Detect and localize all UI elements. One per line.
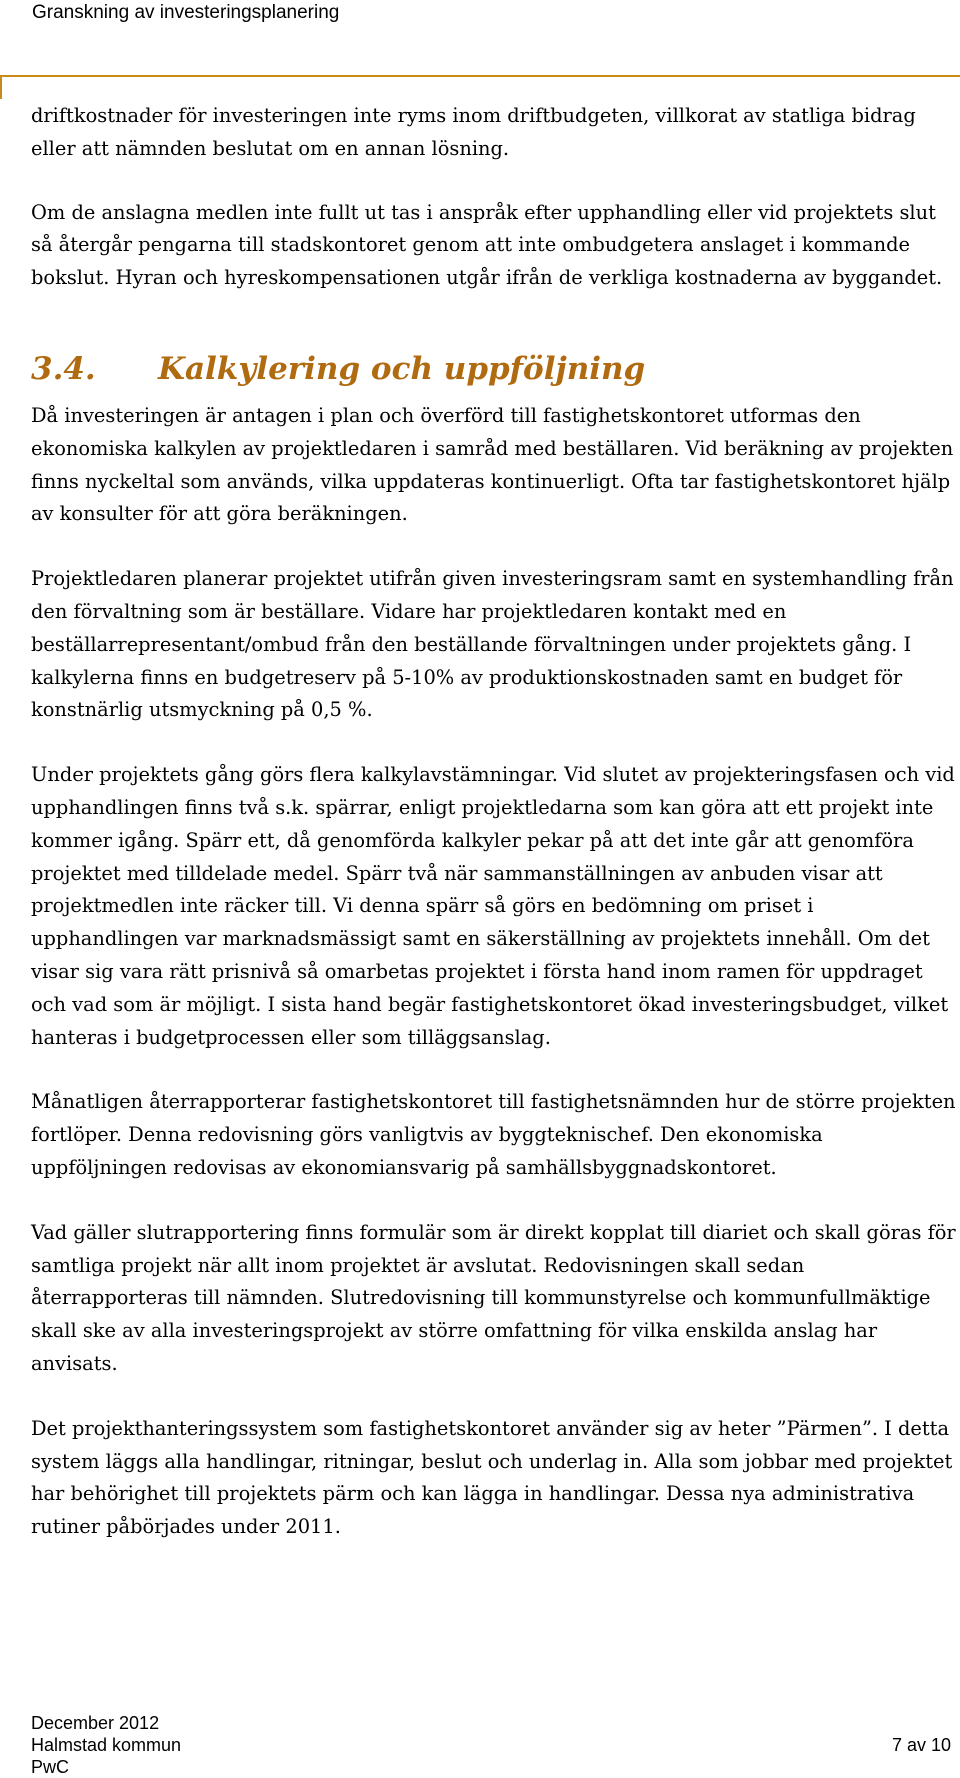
header-title: Granskning av investeringsplanering <box>32 2 340 23</box>
footer-date: December 2012 <box>31 1713 160 1733</box>
section-number: 3.4. <box>31 351 96 387</box>
section-body <box>31 400 956 1576</box>
page-number: 7 av 10 <box>891 1735 951 1755</box>
intro-text <box>31 100 956 295</box>
intro-paragraph: Om de anslagna medlen inte fullt ut tas i anspråk efter upphandling eller vid projektets slut så återgår pengarna till stadskontoret genom att inte ombudgetera anslaget i kommande bokslut. Hyran och hyreskompensationen utgår ifrån de verkliga kostnaderna av byggandet. <box>31 200 943 290</box>
body-paragraph: Månatligen återrapporterar fastighetskontoret till fastighetsnämnden hur de större projekten fortlöper. Denna redovisning görs vanligtvis av byggteknischef. Den ekonomiska uppföljningen redovisas av ekonomiansvarig på samhällsbyggnadskontoret. <box>31 1090 956 1179</box>
section-title: Kalkylering och uppföljning <box>158 351 646 387</box>
footer-organization: Halmstad kommun <box>31 1735 182 1755</box>
body-paragraph: Vad gäller slutrapportering finns formulär som är direkt kopplat till diariet och skall göras för samtliga projekt när allt inom projektet är avslutat. Redovisningen skall sedan återrapporteras till nämnden. Slutredovisning till kommunstyrelse och kommunfullmäktige skall ske av alla investeringsprojekt av större omfattning för vilka enskilda anslag har anvisats. <box>31 1220 956 1375</box>
body-paragraph: Då investeringen är antagen i plan och överförd till fastighetskontoret utformas den ekonomiska kalkylen av projektledaren i samråd med beställaren. Vid beräkning av projekten finns nyckeltal som används, vilka uppdateras kontinuerligt. Ofta tar fastighetskontoret hjälp av konsulter för att göra beräkningen. <box>31 404 954 526</box>
body-paragraph: Under projektets gång görs flera kalkylavstämningar. Vid slutet av projekteringsfasen och vid upphandlingen finns två s.k. spärrar, enligt projektledarna som kan göra att ett projekt inte kommer igång. Spärr ett, då genomförda kalkyler pekar på att det inte går att genomföra projektet med tilldelade medel. Spärr två när sammanställningen av anbuden visar att projektmedlen inte räcker till. Vi denna spärr så görs en bedömning om priset i upphandlingen var marknadsmässigt samt en säkerställning av projektets innehåll. Om det visar sig vara rätt prisnivå så omarbetas projektet i första hand inom ramen för uppdraget och vad som är möjligt. I sista hand begär fastighetskontoret ökad investeringsbudget, vilket hanteras i budgetprocessen eller som tilläggsanslag. <box>31 763 955 1049</box>
intro-paragraph: driftkostnader för investeringen inte ryms inom driftbudgeten, villkorat av statliga bidrag eller att nämnden beslutat om en annan lösning. <box>31 104 916 160</box>
page-header <box>0 0 960 30</box>
header-rule <box>0 75 960 77</box>
footer-company: PwC <box>31 1757 70 1777</box>
section-heading <box>31 349 931 389</box>
header-corner-mark <box>0 75 2 99</box>
body-paragraph: Projektledaren planerar projektet utifrån given investeringsram samt en systemhandling från den förvaltning som är beställare. Vidare har projektledaren kontakt med en beställarrepresentant/ombud från den beställande förvaltningen under projektets gång. I kalkylerna finns en budgetreserv på 5-10% av produktionskostnaden samt en budget för konstnärlig utsmyckning på 0,5 %. <box>31 567 954 722</box>
body-paragraph: Det projekthanteringssystem som fastighetskontoret använder sig av heter ”Pärmen”. I detta system läggs alla handlingar, ritningar, beslut och underlag in. Alla som jobbar med projektet har behörighet till projektets pärm och kan lägga in handlingar. Dessa nya administrativa rutiner påbörjades under 2011. <box>31 1416 953 1539</box>
page-footer <box>31 1712 951 1778</box>
